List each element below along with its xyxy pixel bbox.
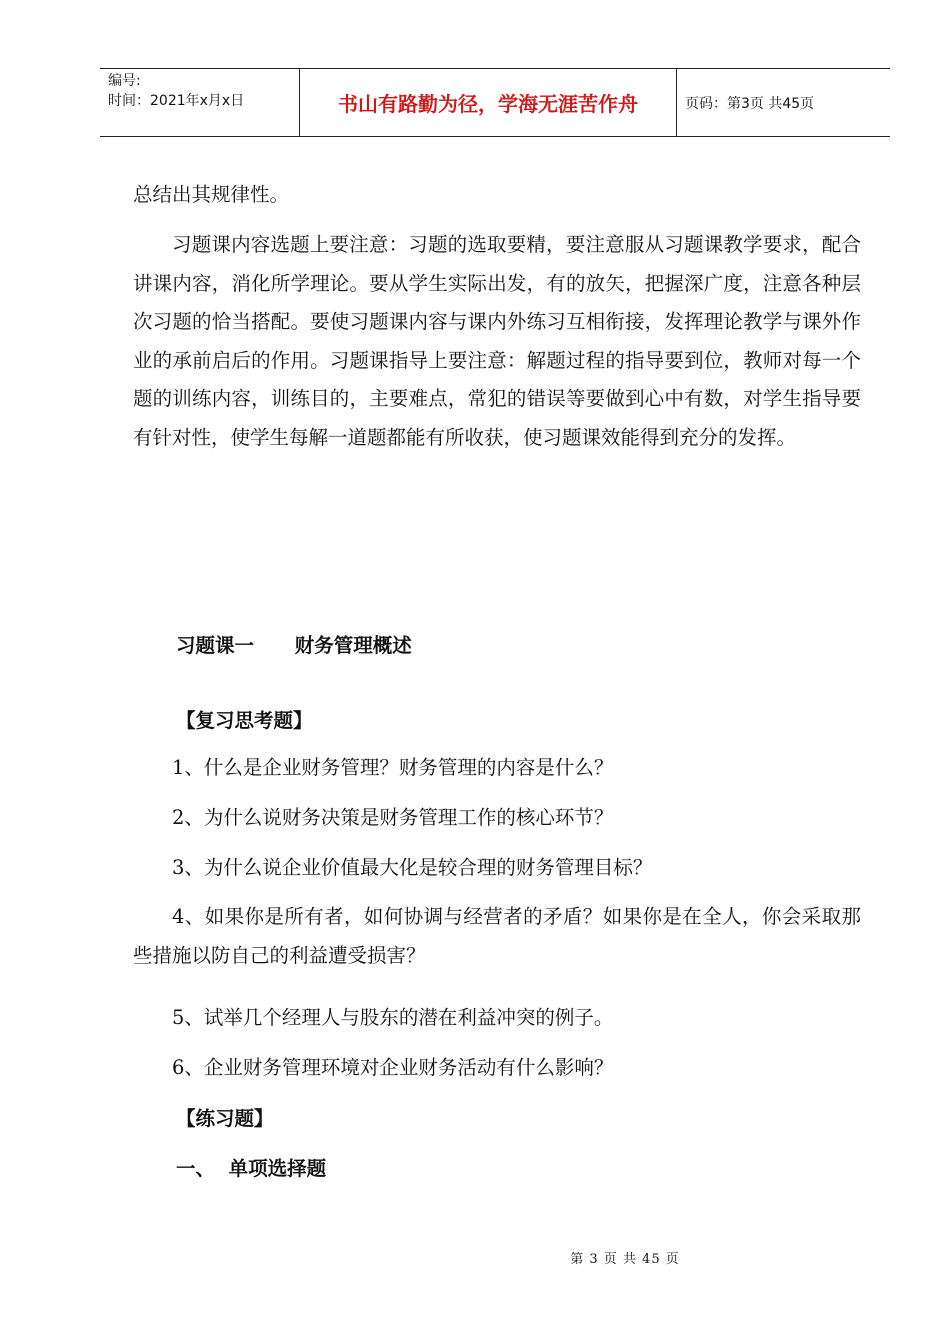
header-time-label: 时间：2021年x月x日 [108,93,245,109]
exercise-heading: 【练习题】 [176,1107,274,1130]
header-number-label: 编号: [108,73,141,89]
page-header [100,68,890,137]
header-motto: 书山有路勤为径，学海无涯苦作舟 [300,69,677,136]
question-4: 4、如果你是所有者，如何协调与经营者的矛盾？如果你是在全人，你会采取那些措施以防自己的利益遭受损害？ [133,905,861,967]
question-6: 6、企业财务管理环境对企业财务活动有什么影响？ [172,1056,614,1079]
body-paragraph-1: 总结出其规律性。 [133,183,290,206]
body-paragraph-2: 习题课内容选题上要注意：习题的选取要精，要注意服从习题课教学要求，配合讲课内容，消化所学理论。要从学生实际出发，有的放矢，把握深广度，注意各种层次习题的恰当搭配。要使习题课内容与课内外练习互相衔接，发挥理论教学与课外作业的承前启后的作用。习题课指导上要注意：解题过程的指导要到位，教师对每一个题的训练内容，训练目的，主要难点，常犯的错误等要做到心中有数，对学生指导要有针对性，使学生每解一道题都能有所收获，使习题课效能得到充分的发挥。 [133,233,861,449]
page-footer: 第 3 页 共 45 页 [570,1252,680,1267]
section-one-heading: 一、 单项选择题 [176,1157,327,1180]
question-3: 3、为什么说企业价值最大化是较合理的财务管理目标？ [172,856,653,879]
header-left-cell [100,69,300,136]
question-1: 1、什么是企业财务管理？财务管理的内容是什么？ [172,756,614,779]
question-5: 5、试举几个经理人与股东的潜在利益冲突的例子。 [172,1006,614,1029]
review-heading: 【复习思考题】 [176,709,313,732]
lesson-title: 习题课一 财务管理概述 [176,634,412,657]
question-2: 2、为什么说财务决策是财务管理工作的核心环节？ [172,806,614,829]
header-page-label: 页码：第3页 共45页 [685,95,815,112]
